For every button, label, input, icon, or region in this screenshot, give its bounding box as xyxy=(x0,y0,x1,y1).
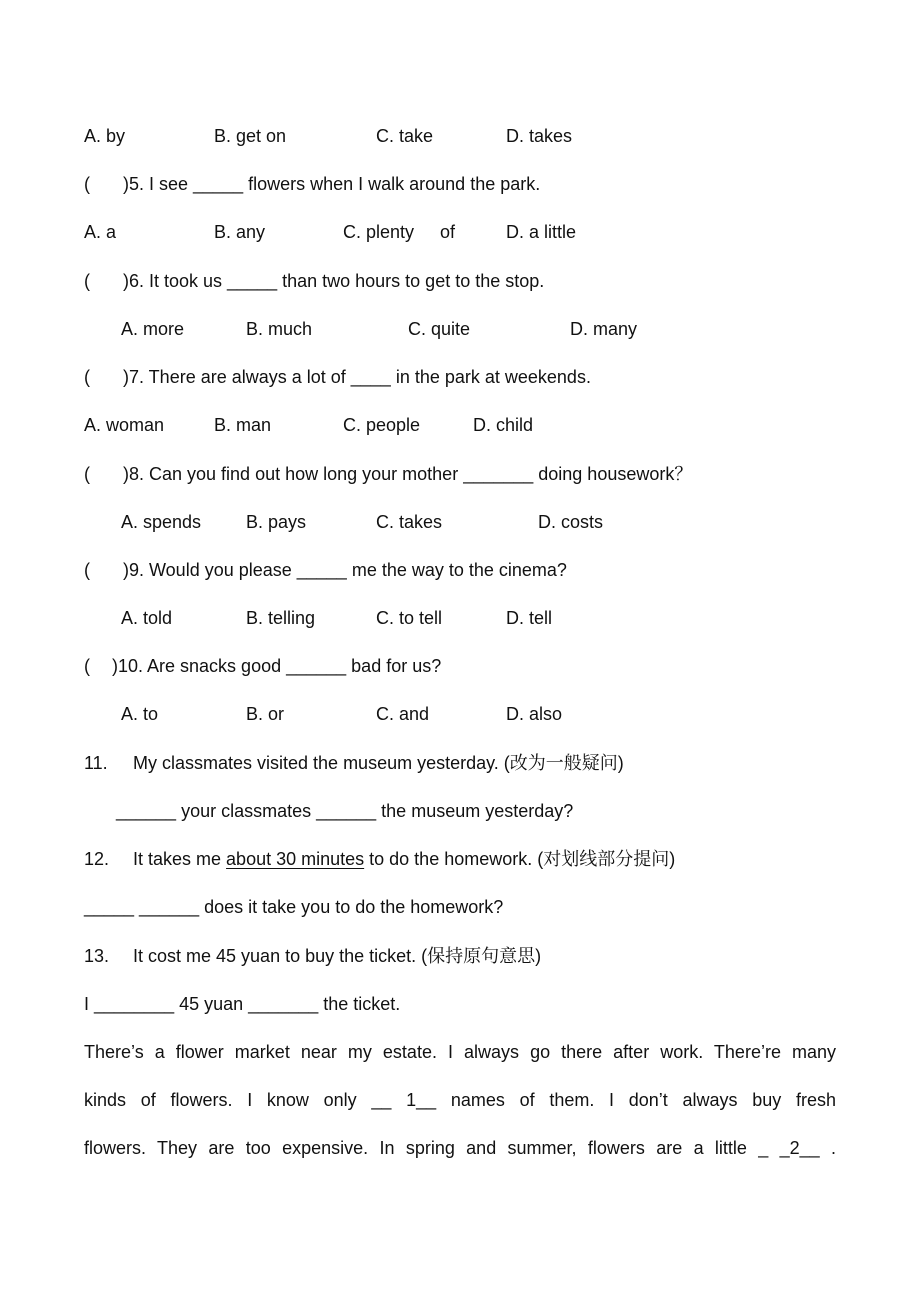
option-c-cont: of xyxy=(440,222,456,242)
option-d: D. child xyxy=(473,415,534,435)
question-text-post: to do the homework. (对划线部分提问) xyxy=(364,849,676,869)
option-c: C. take xyxy=(376,126,434,146)
answer-paren: ( xyxy=(84,656,90,676)
option-a: A. spends xyxy=(121,512,202,532)
option-c: C. takes xyxy=(376,512,443,532)
option-d: D. also xyxy=(506,704,563,724)
option-a: A. more xyxy=(121,319,185,339)
option-c: C. plenty xyxy=(343,222,415,242)
answer-template: I ________ 45 yuan _______ the ticket. xyxy=(84,994,401,1014)
question-text: )7. There are always a lot of ____ in the park at weekends. xyxy=(123,367,591,387)
passage-line-2: kinds of flowers. I know only __ 1__ names of them. I don’t always buy fresh xyxy=(84,1090,836,1110)
answer-template: _____ ______ does it take you to do the homework? xyxy=(84,897,504,917)
question-text: )10. Are snacks good ______ bad for us? xyxy=(112,656,442,676)
question-text: )6. It took us _____ than two hours to get to the stop. xyxy=(123,271,545,291)
option-c: C. people xyxy=(343,415,421,435)
answer-paren: ( xyxy=(84,174,90,194)
underlined-phrase: about 30 minutes xyxy=(226,849,365,869)
option-b: B. man xyxy=(214,415,272,435)
question-text: )9. Would you please _____ me the way to the cinema? xyxy=(123,560,567,580)
option-a: A. to xyxy=(121,704,159,724)
option-d: D. costs xyxy=(538,512,604,532)
option-a: A. by xyxy=(84,126,126,146)
option-b: B. get on xyxy=(214,126,287,146)
option-d: D. many xyxy=(570,319,638,339)
question-number: 11. xyxy=(84,753,108,773)
option-b: B. any xyxy=(214,222,266,242)
option-d: D. takes xyxy=(506,126,573,146)
option-b: B. or xyxy=(246,704,285,724)
answer-paren: ( xyxy=(84,464,90,484)
passage-line-1: There’s a flower market near my estate. I always go there after work. There’re many xyxy=(84,1042,836,1062)
question-text: )5. I see _____ flowers when I walk around the park. xyxy=(123,174,541,194)
answer-template: ______ your classmates ______ the museum yesterday? xyxy=(116,801,574,821)
question-text-pre: It takes me xyxy=(133,849,227,869)
question-text: )8. Can you find out how long your mother _______ doing housework？ xyxy=(123,464,693,484)
answer-paren: ( xyxy=(84,367,90,387)
answer-paren: ( xyxy=(84,560,90,580)
option-b: B. much xyxy=(246,319,313,339)
question-number: 13. xyxy=(84,946,110,966)
question-text xyxy=(133,846,675,872)
option-c: C. quite xyxy=(408,319,471,339)
option-c: C. to tell xyxy=(376,608,443,628)
option-d: D. a little xyxy=(506,222,577,242)
answer-paren: ( xyxy=(84,271,90,291)
option-a: A. a xyxy=(84,222,117,242)
option-d: D. tell xyxy=(506,608,553,628)
option-a: A. woman xyxy=(84,415,165,435)
option-c: C. and xyxy=(376,704,430,724)
option-b: B. pays xyxy=(246,512,307,532)
option-b: B. telling xyxy=(246,608,316,628)
question-text: My classmates visited the museum yesterday. (改为一般疑问) xyxy=(133,753,624,773)
option-a: A. told xyxy=(121,608,173,628)
passage-line-3: flowers. They are too expensive. In spring and summer, flowers are a little _ _2__ . xyxy=(84,1138,836,1158)
question-text: It cost me 45 yuan to buy the ticket. (保持原句意思) xyxy=(133,946,542,966)
question-number: 12. xyxy=(84,849,110,869)
